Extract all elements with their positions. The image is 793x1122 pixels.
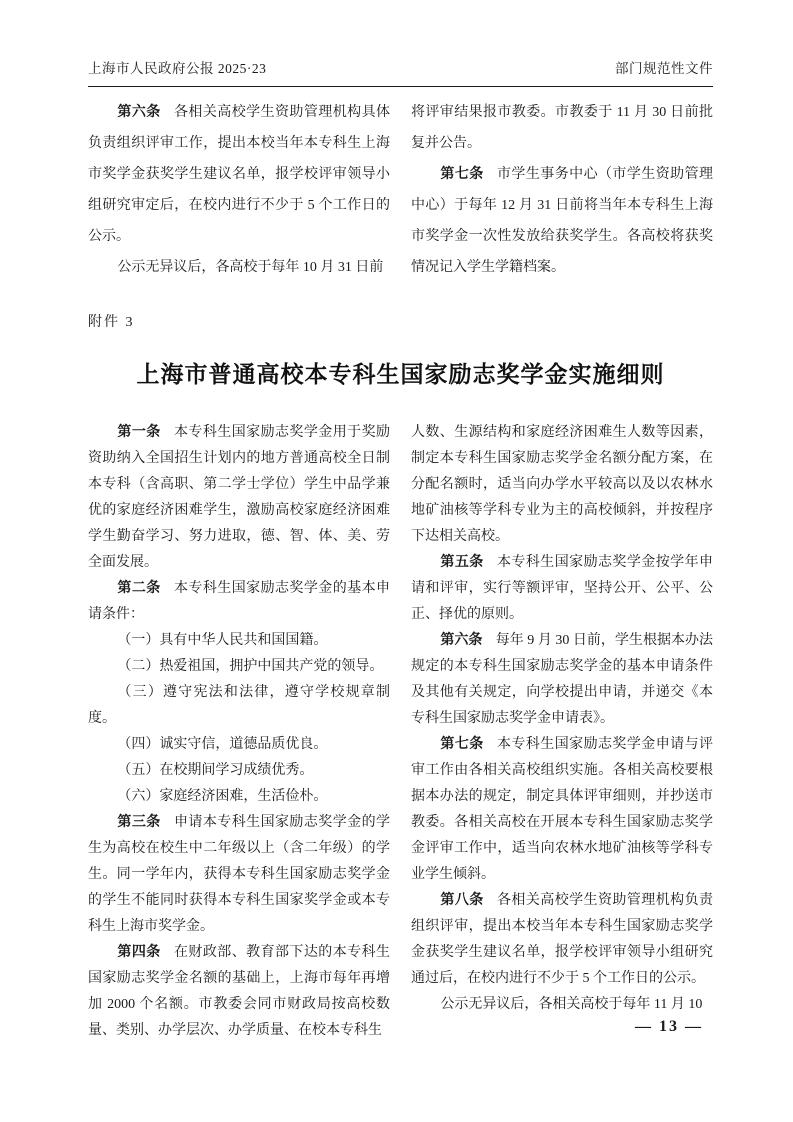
para-text: 本专科生国家励志奖学金用于奖励资助纳入全国招生计划内的地方普通高校全日制本专科（含高职、第二学士学位）学生中品学兼优的家庭经济困难学生，激励高校家庭经济困难学生勤奋学习、努力进取，德、智、体、美、劳全面发展。 [88, 425, 391, 570]
article-number-lead: 第四条 [117, 945, 161, 960]
para-text: 各相关高校学生资助管理机构负责组织评审，提出本校当年本专科生国家励志奖学金获奖学生建议名单，报学校评审领导小组研究通过后，在校内进行不少于 5 个工作日的公示。 [411, 893, 714, 986]
attachment-label: 附件 3 [88, 315, 135, 330]
header-section-label: 部门规范性文件 [615, 61, 713, 76]
para-article4-continuation [411, 420, 713, 550]
top-section [88, 97, 713, 283]
para-text: 将评审结果报市教委。市教委于 11 月 30 日前批复并公告。 [411, 105, 713, 151]
article-number-lead: 第五条 [440, 555, 484, 570]
page-number: — 13 — [635, 1018, 703, 1035]
para-article3 [88, 810, 390, 940]
item-condition-3 [88, 680, 390, 732]
para-article4 [88, 940, 390, 1044]
body-section [88, 420, 713, 1044]
para-text: （二）热爱祖国，拥护中国共产党的领导。 [117, 659, 384, 674]
para-article8-continuation [411, 992, 713, 1018]
para-text: 人数、生源结构和家庭经济困难生人数等因素，制定本专科生国家励志奖学金名额分配方案，在分配名额时，适当向办学水平较高以及以农林水地矿油核等学科专业为主的高校倾斜，并按程序下达相关高校。 [411, 425, 713, 544]
para-text: 公示无异议后，各相关高校于每年 11 月 10 [440, 997, 703, 1012]
para-article1 [88, 420, 390, 576]
article-number-lead: 第二条 [117, 581, 161, 596]
para-article5 [411, 550, 713, 628]
para-article6 [88, 97, 390, 252]
para-text: 公示无异议后，各高校于每年 10 月 31 日前 [117, 260, 384, 275]
article-number-lead: 第六条 [440, 633, 483, 648]
para-article7 [411, 159, 713, 283]
para-article6-body [411, 628, 713, 732]
item-condition-2 [88, 654, 390, 680]
header-gazette-title: 上海市人民政府公报 2025·23 [88, 61, 267, 76]
para-text: 申请本专科生国家励志奖学金的学生为高校在校生中二年级以上（含二年级）的学生。同一学年内，获得本专科生国家励志奖学金的学生不能同时获得本专科生国家奖学金或本专科生上海市奖学金。 [88, 815, 391, 934]
para-text: （三）遵守宪法和法律，遵守学校规章制度。 [88, 685, 390, 726]
para-text: （五）在校期间学习成绩优秀。 [117, 763, 314, 778]
para-article6-continuation [411, 97, 713, 159]
top-left-column [88, 97, 390, 283]
page-header [88, 57, 713, 77]
para-text: 市学生事务中心（市学生资助管理中心）于每年 12 月 31 日前将当年本专科生上海市奖学金一次性发放给获奖学生。各高校将获奖情况记入学生学籍档案。 [411, 167, 714, 275]
para-text: （四）诚实守信，道德品质优良。 [117, 737, 328, 752]
article-number-lead: 第七条 [440, 737, 484, 752]
para-article7-body [411, 732, 713, 888]
para-text: （一）具有中华人民共和国国籍。 [117, 633, 328, 648]
para-article2 [88, 576, 390, 628]
body-right-column [411, 420, 713, 1044]
para-text: 在财政部、教育部下达的本专科生国家励志奖学金名额的基础上，上海市每年再增加 2000 个名额。市教委会同市财政局按高校数量、类别、办学层次、办学质量、在校本专科生 [88, 945, 391, 1038]
item-condition-1 [88, 628, 390, 654]
para-text: 本专科生国家励志奖学金按学年申请和评审，实行等额评审，坚持公开、公平、公正、择优的原则。 [411, 555, 714, 622]
article-number-lead: 第六条 [117, 105, 161, 120]
para-text: （六）家庭经济困难，生活俭朴。 [117, 789, 328, 804]
item-condition-6 [88, 784, 390, 810]
para-text: 每年 9 月 30 日前，学生根据本办法规定的本专科生国家励志奖学金的基本申请条件及其他有关规定，向学校提出申请，并递交《本专科生国家励志奖学金申请表》。 [411, 633, 714, 726]
body-left-column [88, 420, 390, 1044]
document-title: 上海市普通高校本专科生国家励志奖学金实施细则 [136, 361, 665, 387]
article-number-lead: 第七条 [440, 167, 484, 182]
top-right-column [411, 97, 713, 283]
para-text: 本专科生国家励志奖学金申请与评审工作由各相关高校组织实施。各相关高校要根据本办法的规定，制定具体评审细则，并抄送市教委。各相关高校在开展本专科生国家励志奖学金评审工作中，适当向农林水地矿油核等学科专业学生倾斜。 [411, 737, 714, 882]
para-publicity-note [88, 252, 390, 283]
article-number-lead: 第一条 [117, 425, 161, 440]
para-text: 本专科生国家励志奖学金的基本申请条件： [88, 581, 391, 622]
header-rule [88, 86, 713, 87]
item-condition-4 [88, 732, 390, 758]
para-article8 [411, 888, 713, 992]
para-text: 各相关高校学生资助管理机构具体负责组织评审工作，提出本校当年本专科生上海市奖学金获奖学生建议名单，报学校评审领导小组研究审定后，在校内进行不少于 5 个工作日的公示。 [88, 105, 391, 244]
article-number-lead: 第三条 [117, 815, 161, 830]
item-condition-5 [88, 758, 390, 784]
article-number-lead: 第八条 [440, 893, 484, 908]
